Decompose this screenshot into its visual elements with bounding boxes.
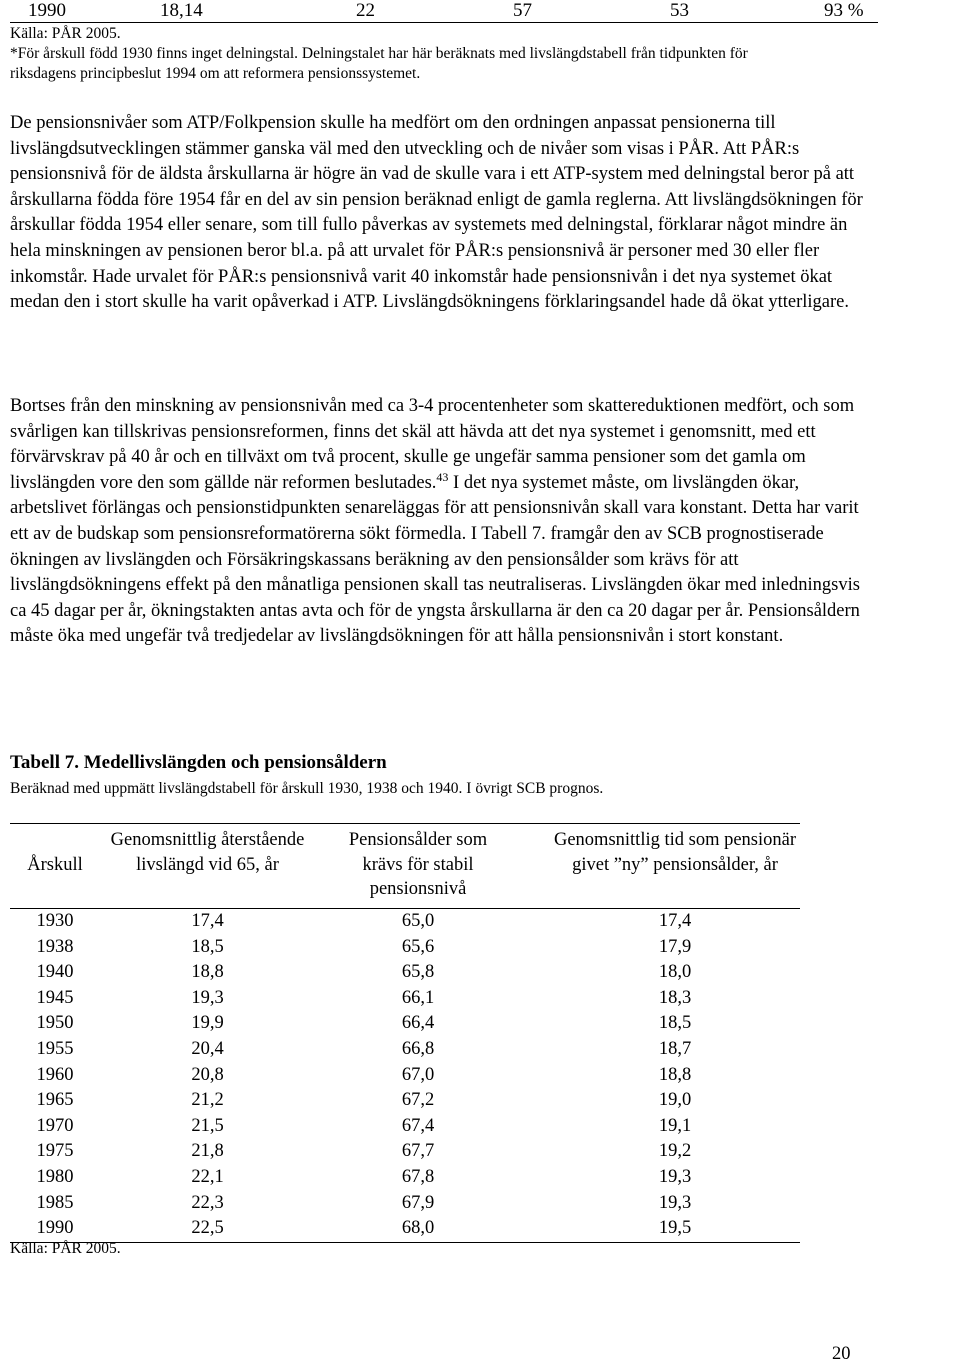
table-row — [10, 1191, 800, 1217]
table-cell: 18,8 — [658, 1064, 692, 1085]
table-bottom-rule — [10, 1242, 800, 1243]
table-row — [10, 935, 800, 961]
table-cell: 1975 — [36, 1141, 74, 1162]
header-pension-age: Pensionsålder som krävs för stabil pensionsnivå — [348, 830, 488, 899]
table-header — [10, 824, 800, 909]
table-cell: 18,0 — [658, 962, 692, 983]
table-cell: 17,4 — [658, 911, 692, 931]
table-cell: 19,5 — [658, 1218, 692, 1239]
table-body — [10, 909, 800, 1242]
table-row — [10, 1037, 800, 1063]
table-row — [10, 1139, 800, 1165]
table-cell: 19,2 — [658, 1141, 692, 1162]
table-cell: 18,8 — [191, 962, 224, 983]
cell-year: 1990 — [28, 0, 66, 21]
table-cell: 1940 — [36, 962, 74, 983]
table-cell: 1980 — [36, 1166, 74, 1187]
footnote-ref: 43 — [436, 469, 449, 484]
table-cell: 67,7 — [401, 1141, 435, 1162]
header-time-as-pensioner: Genomsnittlig tid som pensionär givet ”ny” pensionsålder, år — [553, 830, 797, 875]
table-cell: 22,3 — [191, 1192, 224, 1213]
top-table-footnote: *För årskull född 1930 finns inget delningstal. Delningstalet har här beräknats med livslängdstabell från tidpunkten för riksdagens principbeslut 1994 om att reformera pensionssystemet. — [10, 45, 748, 82]
table-cell: 21,8 — [191, 1141, 224, 1162]
cell-value: 57 — [513, 0, 532, 21]
table-cell: 68,0 — [401, 1218, 435, 1239]
table-cell: 19,3 — [658, 1166, 692, 1187]
table-cell: 1930 — [36, 911, 74, 931]
header-life-expectancy: Genomsnittlig återstående livslängd vid 65, år — [110, 830, 305, 875]
table-cell: 1938 — [36, 936, 74, 957]
table-cell: 1950 — [36, 1013, 74, 1034]
table-cell: 18,7 — [658, 1038, 692, 1059]
table-cell: 19,3 — [191, 987, 224, 1008]
table-cell: 22,1 — [191, 1166, 224, 1187]
table-cell: 1955 — [36, 1038, 74, 1059]
table-row — [10, 1063, 800, 1089]
table-cell: 18,5 — [658, 1013, 692, 1034]
table-row — [10, 1165, 800, 1191]
cell-value: 22 — [356, 0, 375, 21]
table-cell: 1965 — [36, 1090, 74, 1111]
table-cell: 66,8 — [401, 1038, 435, 1059]
body-paragraph-1: De pensionsnivåer som ATP/Folkpension skulle ha medfört om den ordningen anpassat pensionerna till livslängdsutvecklingen stämmer ganska väl med den utveckling och de nivåer som visas i PÅR. Att PÅR:s pensionsnivå för de äldsta årskullarna är högre än vad de skulle vara i ett ATP-system med delningstal beror på att årskullarna födda före 1954 får en del av sin pension beräknad enligt de gamla reglerna. Att livslängdsökningen för årskullar födda 1954 eller senare, som till fullo påverkas av systemets med delningstal, förklarar något mindre än hela minskningen av pensionen beror bl.a. på att urvalet för PÅR:s pensionsnivå är personer med 30 eller fler inkomstår. Hade urvalet för PÅR:s pensionsnivå varit 40 inkomstår hade pensionsnivån i det nya systemet ökat medan den i stort skulle ha varit opåverkad i ATP. Livslängdsökningens förklaringsandel hade då ökat ytterligare. — [10, 113, 863, 313]
table-source: Källa: PÅR 2005. — [10, 1240, 121, 1257]
table-cell: 19,1 — [658, 1115, 692, 1136]
table-cell: 20,4 — [191, 1038, 224, 1059]
table-cell: 22,5 — [191, 1218, 224, 1239]
paragraph-2-text-a: Bortses från den minskning av pensionsnivån med ca 3-4 procentenheter som skattereduktionen medfört, och som svårligen kan tillskrivas pensionsreformen, finns det skäl att hävda att det nya systemet i genomsnitt, med ett förvärvskrav på 40 år och en tillväxt om två procent, skulle ge ungefär samma pensioner som det gamla om livslängden vore den som gällde när reformen beslutades. — [10, 396, 855, 493]
table-row — [10, 986, 800, 1012]
top-table-source: Källa: PÅR 2005. — [10, 25, 121, 42]
body-paragraph-2 — [10, 394, 870, 650]
table-cell: 67,2 — [401, 1090, 435, 1111]
cell-value: 53 — [670, 0, 689, 21]
table-cell: 1990 — [36, 1218, 74, 1239]
table-7 — [10, 823, 800, 1243]
table-cell: 1960 — [36, 1064, 74, 1085]
cell-value: 93 % — [824, 0, 864, 21]
table-cell: 65,8 — [401, 962, 435, 983]
table-row — [10, 1216, 800, 1242]
previous-table-last-row — [10, 0, 878, 23]
table-cell: 19,0 — [658, 1090, 692, 1111]
table-cell: 18,3 — [658, 987, 692, 1008]
table-cell: 19,3 — [658, 1192, 692, 1213]
table-cell: 20,8 — [191, 1064, 224, 1085]
table-cell: 1945 — [36, 987, 74, 1008]
table-cell: 21,5 — [191, 1115, 224, 1136]
table-cell: 17,4 — [191, 911, 224, 931]
table-cell: 67,9 — [401, 1192, 435, 1213]
table-cell: 66,1 — [401, 987, 435, 1008]
table-title: Tabell 7. Medellivslängden och pensionsåldern — [10, 752, 387, 773]
table-row — [10, 1011, 800, 1037]
page-number: 20 — [832, 1344, 851, 1364]
table-cell: 1970 — [36, 1115, 74, 1136]
paragraph-2-text-b: I det nya systemet måste, om livslängden ökar, arbetslivet förlängas och pensionstidpunkten senareläggas för att pensionsnivån skall vara konstant. Detta har varit ett av de budskap som pensionsreformatörerna sökt förmedla. I Tabell 7. framgår den av SCB prognostiserade ökningen av livslängden och Försäkringskassans beräkning av den pensionsålder som krävs för att livslängdsökningens effekt på den månatliga pensionen skall tas neutraliseras. Livslängden ökar med inledningsvis ca 45 dagar per år, ökningstakten antas avta och för de yngsta årskullarna är den ca 20 dagar per år. Pensionsåldern måste öka med ungefär två tredjedelar av livslängdsökningen för att hålla pensionsnivån i stort konstant. — [10, 472, 860, 647]
table-row — [10, 960, 800, 986]
table-cell: 19,9 — [191, 1013, 224, 1034]
table-cell: 18,5 — [191, 936, 224, 957]
header-year: Årskull — [27, 855, 83, 875]
table-subtitle: Beräknad med uppmätt livslängdstabell för årskull 1930, 1938 och 1940. I övrigt SCB prognos. — [10, 780, 604, 797]
table-cell: 65,6 — [401, 936, 435, 957]
table-cell: 21,2 — [191, 1090, 224, 1111]
cell-value: 18,14 — [160, 0, 203, 21]
table-row — [10, 909, 800, 935]
table-cell: 67,0 — [401, 1064, 435, 1085]
table-cell: 67,4 — [401, 1115, 435, 1136]
table-cell: 65,0 — [401, 911, 435, 931]
table-row — [10, 1088, 800, 1114]
table-cell: 1985 — [36, 1192, 74, 1213]
table-row — [10, 1114, 800, 1140]
table-cell: 66,4 — [401, 1013, 435, 1034]
table-cell: 17,9 — [658, 936, 692, 957]
table-cell: 67,8 — [401, 1166, 435, 1187]
